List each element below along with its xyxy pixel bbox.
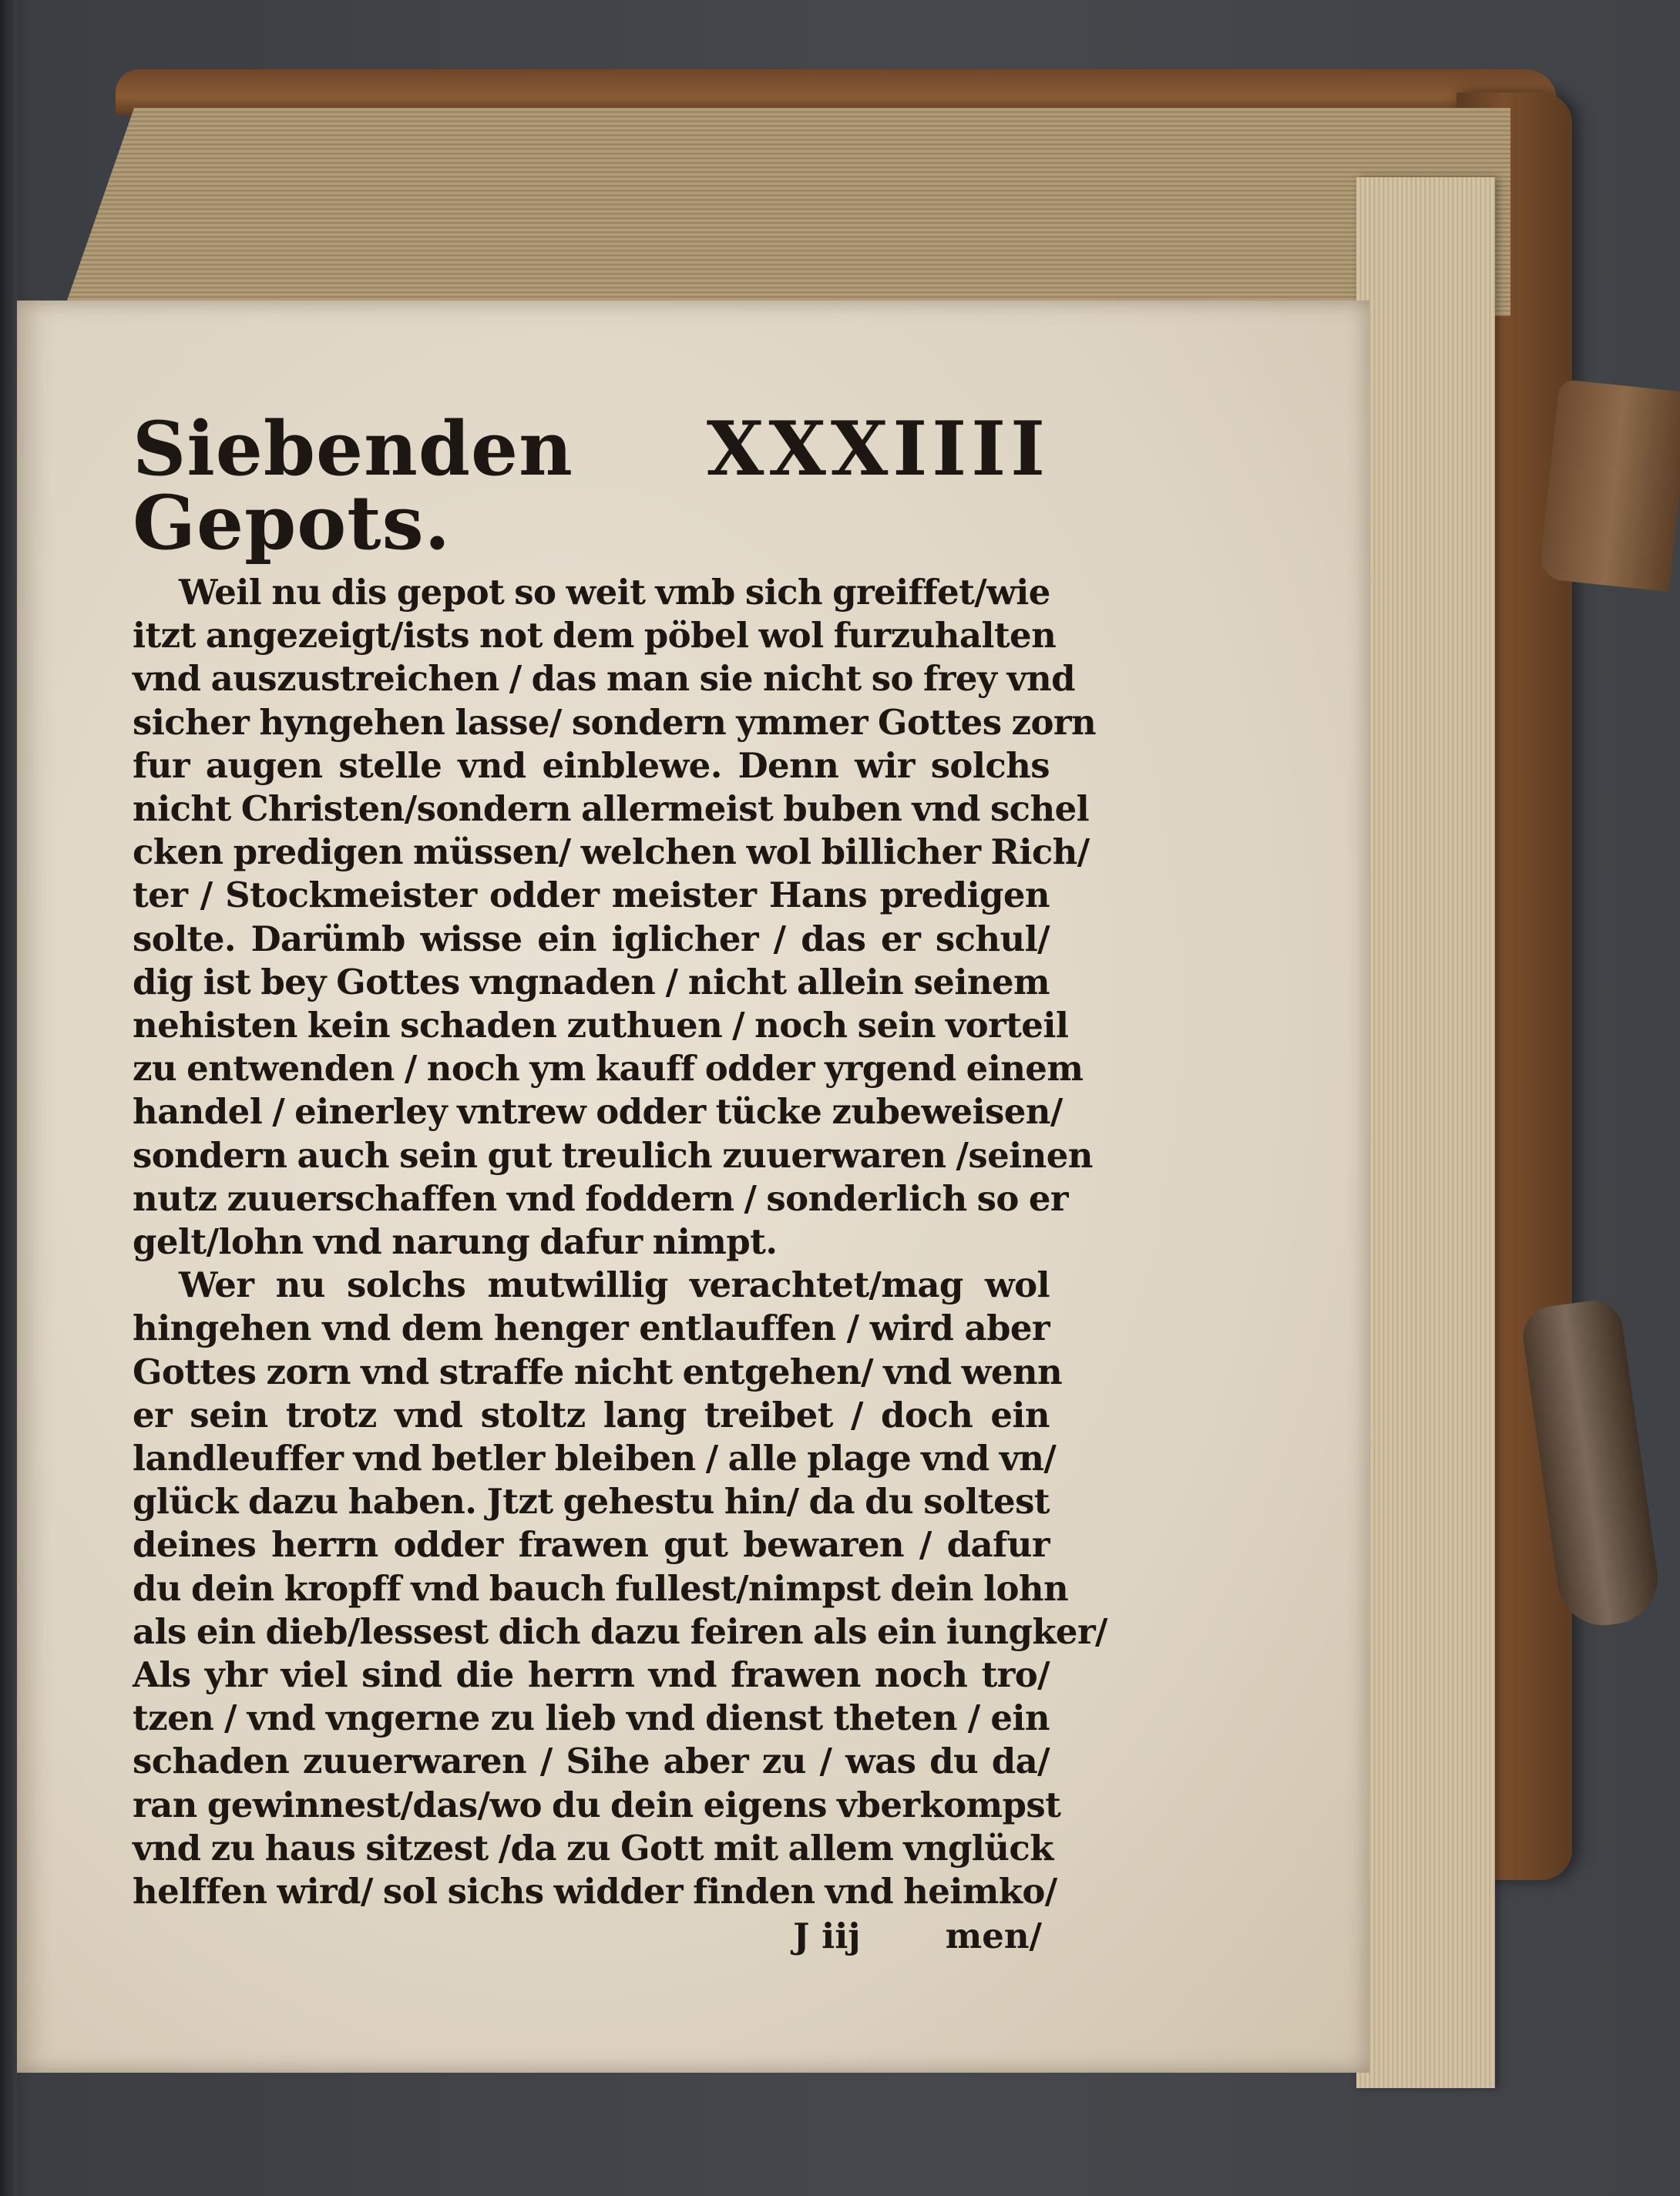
text-line: glück dazu haben. Jtzt gehestu hin/ da du soltest [133, 1481, 1050, 1523]
text-line: als ein dieb/lessest dich dazu feiren als ein iungker/ [133, 1610, 1107, 1652]
text-line: sicher hyngehen lasse/ sondern ymmer Gottes zorn [133, 701, 1097, 743]
text-line: dig ist bey Gottes vngnaden / nicht allein seinem [133, 961, 1050, 1002]
text-line: nicht Christen/sondern allermeist buben vnd schel [133, 788, 1090, 830]
paragraph-2 [133, 1264, 1107, 1913]
text-line: Weil nu dis gepot so weit vmb sich greiffet/wie [179, 572, 1050, 613]
leather-strap-clasp [1539, 379, 1680, 592]
text-line: itzt angezeigt/ists not dem pöbel wol furzuhalten [133, 615, 1057, 656]
page-header [133, 405, 1050, 566]
text-line: Gottes zorn vnd straffe nicht entgehen/ vnd wenn [133, 1351, 1063, 1392]
text-line: Wer nu solchs mutwillig verachtet/mag wol [179, 1264, 1050, 1306]
book-page [17, 301, 1369, 2073]
page-footer [133, 1913, 1050, 1959]
text-line: ter / Stockmeister odder meister Hans predigen [133, 875, 1050, 916]
text-line: sondern auch sein gut treulich zuuerwaren /seinen [133, 1134, 1093, 1176]
text-line: landleuffer vnd betler bleiben / alle plage vnd vn/ [133, 1438, 1057, 1479]
text-line: nutz zuuerschaffen vnd foddern / sonderlich so er [133, 1177, 1069, 1219]
text-line: er sein trotz vnd stoltz lang treibet / doch ein [133, 1394, 1050, 1435]
text-line: vnd zu haus sitzest /da zu Gott mit allem vnglück [133, 1827, 1053, 1869]
text-line: tzen / vnd vngerne zu lieb vnd dienst theten / ein [133, 1697, 1050, 1739]
text-line: zu entwenden / noch ym kauff odder yrgend einem [133, 1048, 1084, 1090]
text-line: cken predigen müssen/ welchen wol billicher Rich/ [133, 831, 1090, 873]
signature-mark: J iij [793, 1916, 861, 1957]
paragraph-1 [133, 571, 1097, 1264]
page-block-top-edge [62, 108, 1510, 316]
running-head: Siebenden Gepots. [133, 405, 573, 566]
text-line: du dein kropff vnd bauch fullest/nimpst dein lohn [133, 1567, 1069, 1609]
text-line: vnd auszustreichen / das man sie nicht so frey vnd [133, 658, 1076, 700]
left-page-gutter [0, 0, 17, 2196]
text-line: deines herrn odder frawen gut bewaren / dafur [133, 1524, 1050, 1566]
text-line: fur augen stelle vnd einblewe. Denn wir solchs [133, 744, 1050, 786]
folio-number: XXXIIII [706, 405, 1050, 492]
text-line: helffen wird/ sol sichs widder finden vnd heimko/ [133, 1871, 1057, 1912]
text-line: solte. Darümb wisse ein iglicher / das er schul/ [133, 918, 1050, 959]
text-line: Als yhr viel sind die herrn vnd frawen noch tro/ [133, 1654, 1050, 1696]
text-line: hingehen vnd dem henger entlauffen / wird aber [133, 1308, 1050, 1349]
text-line: handel / einerley vntrew odder tücke zubeweisen/ [133, 1091, 1063, 1133]
text-line: schaden zuuerwaren / Sihe aber zu / was du da/ [133, 1741, 1050, 1782]
text-line: nehisten kein schaden zuthuen / noch sein vorteil [133, 1005, 1069, 1046]
text-line: gelt/lohn vnd narung dafur nimpt. [133, 1221, 778, 1263]
catchword: men/ [945, 1916, 1042, 1957]
page-block-fore-edge [1356, 177, 1495, 2088]
text-line: ran gewinnest/das/wo du dein eigens vberkompst [133, 1784, 1061, 1825]
text-block [133, 405, 1107, 1959]
